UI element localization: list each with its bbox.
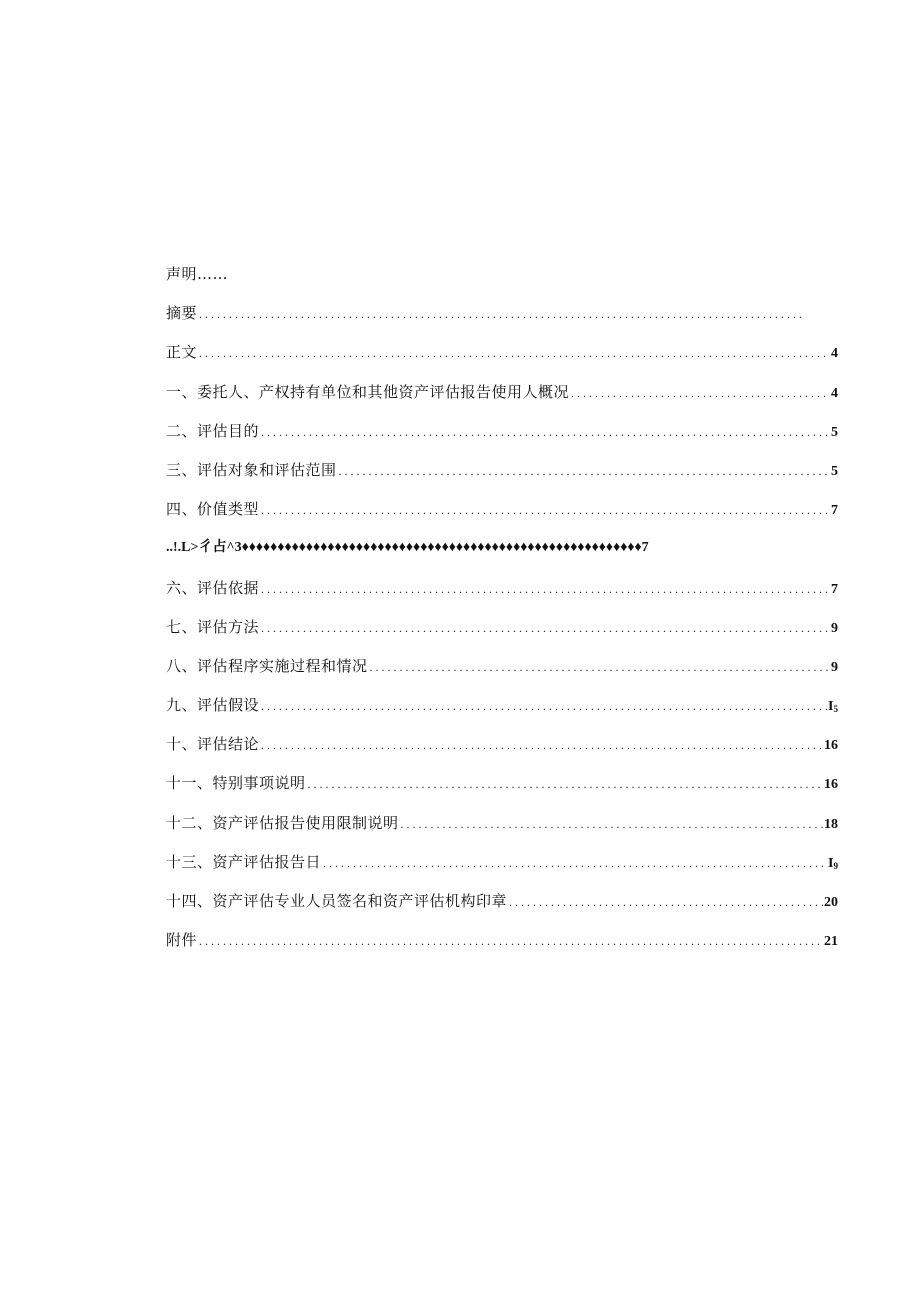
toc-entry-page: 7: [831, 581, 838, 597]
toc-page-main: I: [828, 855, 834, 871]
toc-entry-page: [828, 696, 838, 720]
toc-entry-title: 六、评估依据: [166, 578, 260, 597]
toc-dot-leader: [569, 382, 830, 404]
toc-page-main: I: [828, 699, 834, 715]
toc-entry-title: 二、评估目的: [166, 421, 260, 440]
toc-dot-leader: [197, 342, 830, 364]
toc-dot-leader: [306, 773, 824, 795]
toc-entry-section-7[interactable]: [166, 616, 838, 655]
toc-entry-section-4[interactable]: [166, 498, 838, 537]
toc-entry-page: 5: [831, 424, 838, 440]
toc-entry-section-14[interactable]: [166, 890, 838, 929]
toc-entry-declaration[interactable]: [166, 263, 838, 302]
toc-entry-title: 八、评估程序实施过程和情况: [166, 656, 368, 675]
toc-entry-page: 4: [831, 346, 838, 362]
toc-entry-page: 9: [831, 659, 838, 675]
toc-entry-title: 四、价值类型: [166, 500, 260, 519]
toc-dot-leader: [259, 695, 828, 717]
toc-entry-page: 7: [831, 503, 838, 519]
toc-dot-leader: [368, 656, 830, 678]
toc-entry-title: 正文: [166, 343, 198, 362]
toc-entry-section-9[interactable]: [166, 694, 838, 733]
toc-entry-title: 附件: [166, 931, 198, 950]
toc-entry-page: [828, 853, 838, 877]
toc-entry-title: 十、评估结论: [166, 735, 260, 754]
toc-entry-page: 9: [831, 620, 838, 636]
toc-page-subscript: 9: [833, 860, 838, 871]
toc-entry-title: 十二、资产评估报告使用限制说明: [166, 813, 399, 832]
toc-entry-section-5-garbled[interactable]: [166, 537, 838, 576]
toc-entry-title: 摘要: [166, 304, 198, 323]
toc-entry-title: 十三、资产评估报告日: [166, 852, 322, 871]
toc-dot-leader: [337, 460, 830, 482]
toc-dot-leader: [259, 734, 824, 756]
table-of-contents: [166, 263, 838, 968]
toc-entry-summary[interactable]: [166, 302, 838, 341]
toc-dot-leader: [197, 930, 824, 952]
toc-entry-title: 九、评估假设: [166, 696, 260, 715]
toc-entry-body[interactable]: [166, 341, 838, 380]
toc-entry-page: 16: [824, 738, 838, 754]
toc-entry-section-3[interactable]: [166, 459, 838, 498]
toc-dot-leader: [399, 813, 824, 835]
toc-entry-title: 七、评估方法: [166, 617, 260, 636]
toc-entry-section-2[interactable]: [166, 420, 838, 459]
toc-dot-leader: [259, 578, 830, 600]
toc-dot-leader: [259, 499, 830, 521]
toc-entry-title: 三、评估对象和评估范围: [166, 460, 337, 479]
toc-page-subscript: 5: [833, 704, 838, 715]
toc-entry-section-8[interactable]: [166, 655, 838, 694]
toc-entry-page: 21: [824, 934, 838, 950]
toc-entry-section-11[interactable]: [166, 772, 838, 811]
toc-entry-section-12[interactable]: [166, 812, 838, 851]
toc-entry-page: 4: [831, 385, 838, 401]
toc-entry-title: 十一、特别事项说明: [166, 774, 306, 793]
toc-entry-page: 16: [824, 777, 838, 793]
toc-entry-title: 一、委托人、产权持有单位和其他资产评估报告使用人概况: [166, 382, 570, 401]
toc-entry-page: 20: [824, 895, 838, 910]
toc-dot-leader: [507, 891, 824, 913]
toc-entry-title: ..!.L>彳占^3♦♦♦♦♦♦♦♦♦♦♦♦♦♦♦♦♦♦♦♦♦♦♦♦♦♦♦♦♦♦♦♦♦♦♦♦♦♦♦♦♦♦♦♦♦♦♦♦♦♦♦♦♦♦♦♦7: [166, 540, 649, 556]
toc-entry-section-1[interactable]: [166, 381, 838, 420]
toc-entry-section-13[interactable]: [166, 851, 838, 890]
toc-dot-leader: [259, 421, 830, 443]
toc-entry-section-10[interactable]: [166, 733, 838, 772]
toc-dot-leader: [197, 303, 803, 325]
toc-dot-leader: [321, 852, 828, 874]
toc-entry-page: 5: [831, 463, 838, 479]
toc-entry-attachments[interactable]: [166, 929, 838, 968]
toc-entry-title: 十四、资产评估专业人员签名和资产评估机构印章: [166, 892, 508, 910]
toc-entry-section-6[interactable]: [166, 577, 838, 616]
toc-entry-page: 18: [824, 816, 838, 832]
toc-dot-leader: [259, 617, 830, 639]
toc-entry-title: 声明……: [166, 265, 229, 283]
